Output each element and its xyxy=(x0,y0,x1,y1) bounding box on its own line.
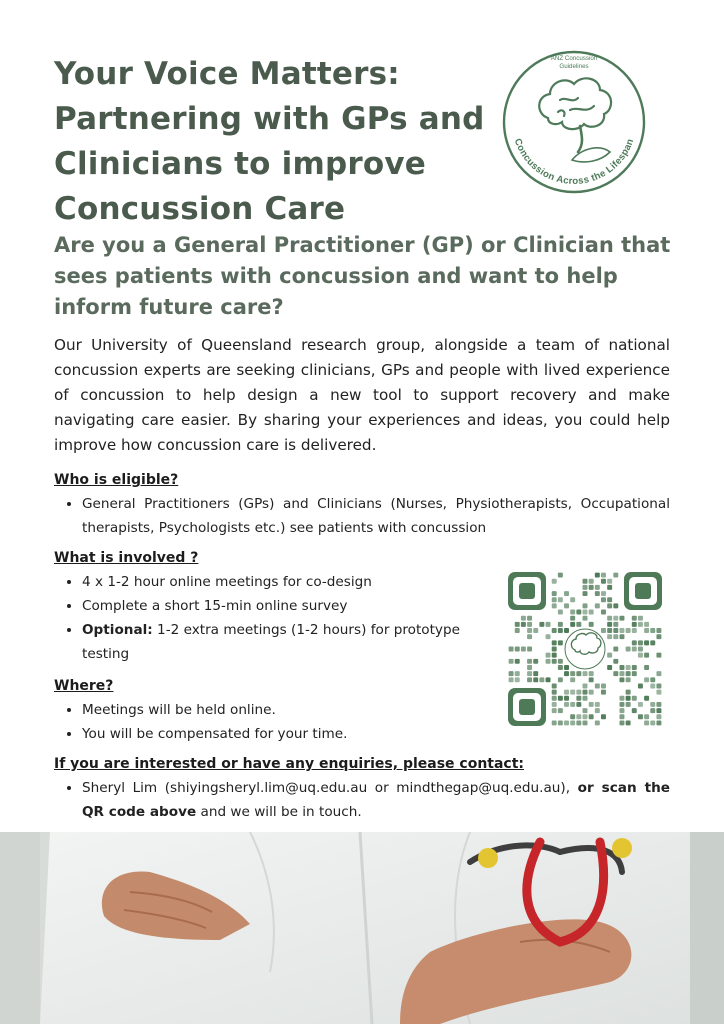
qr-module xyxy=(619,720,624,725)
qr-module xyxy=(583,610,588,615)
qr-module xyxy=(638,702,643,707)
qr-module xyxy=(626,702,631,707)
qr-module xyxy=(564,720,569,725)
brain-icon xyxy=(539,78,611,162)
qr-module xyxy=(570,720,575,725)
qr-module xyxy=(638,683,643,688)
eligible-section xyxy=(54,470,670,540)
qr-module xyxy=(595,591,600,596)
qr-module xyxy=(595,720,600,725)
qr-module xyxy=(601,683,606,688)
qr-module xyxy=(558,720,563,725)
qr-module xyxy=(552,702,557,707)
qr-module xyxy=(583,616,588,621)
qr-module xyxy=(570,677,575,682)
qr-module xyxy=(638,653,643,658)
concussion-guidelines-logo xyxy=(500,48,648,196)
qr-module xyxy=(527,616,532,621)
qr-module xyxy=(558,628,563,633)
qr-module xyxy=(509,647,514,652)
qr-module xyxy=(583,720,588,725)
qr-module xyxy=(607,585,612,590)
qr-module xyxy=(583,603,588,608)
qr-module xyxy=(632,665,637,670)
qr-module xyxy=(613,671,618,676)
qr-module xyxy=(638,647,643,652)
qr-module xyxy=(509,677,514,682)
qr-module xyxy=(558,597,563,602)
qr-module xyxy=(626,720,631,725)
qr-code[interactable] xyxy=(508,572,662,726)
qr-module xyxy=(570,610,575,615)
qr-module xyxy=(613,647,618,652)
qr-module xyxy=(515,628,520,633)
qr-module xyxy=(583,579,588,584)
qr-module xyxy=(558,659,563,664)
qr-module xyxy=(552,628,557,633)
qr-module xyxy=(607,628,612,633)
qr-module xyxy=(619,677,624,682)
qr-module xyxy=(552,720,557,725)
where-section xyxy=(54,676,494,746)
qr-module xyxy=(626,690,631,695)
qr-module xyxy=(515,647,520,652)
qr-module xyxy=(552,659,557,664)
contact-tail: and we will be in touch. xyxy=(196,804,362,820)
qr-module xyxy=(527,634,532,639)
qr-module xyxy=(564,603,569,608)
qr-module xyxy=(613,628,618,633)
qr-module xyxy=(527,659,532,664)
qr-module xyxy=(576,720,581,725)
qr-module xyxy=(583,696,588,701)
qr-module xyxy=(656,720,661,725)
qr-module xyxy=(533,659,538,664)
qr-module xyxy=(589,702,594,707)
qr-module xyxy=(644,640,649,645)
qr-module xyxy=(515,671,520,676)
qr-module xyxy=(552,696,557,701)
qr-module xyxy=(570,597,575,602)
qr-module xyxy=(656,708,661,713)
qr-module xyxy=(613,616,618,621)
qr-module xyxy=(619,696,624,701)
qr-module xyxy=(656,671,661,676)
qr-module xyxy=(613,622,618,627)
page-title: Your Voice Matters: Partnering with GPs and Clinicians to improve Concussion Care xyxy=(54,56,485,227)
qr-module xyxy=(656,714,661,719)
qr-module xyxy=(570,702,575,707)
qr-module xyxy=(644,665,649,670)
qr-module xyxy=(656,628,661,633)
qr-module xyxy=(601,573,606,578)
qr-module xyxy=(552,640,557,645)
contact-section xyxy=(54,754,670,824)
qr-module xyxy=(595,585,600,590)
qr-module xyxy=(552,683,557,688)
qr-module xyxy=(595,708,600,713)
qr-module xyxy=(546,659,551,664)
involved-list xyxy=(54,570,494,666)
qr-module xyxy=(632,616,637,621)
qr-module xyxy=(589,579,594,584)
qr-module xyxy=(509,671,514,676)
qr-module xyxy=(527,677,532,682)
list-item: • General Practitioners (GPs) and Clinicians (Nurses, Physiotherapists, Occupational therapists, Psychologists etc.) see patients with concussion xyxy=(82,492,670,540)
qr-module xyxy=(558,610,563,615)
logo-ring-text: Concussion Across the Lifespan xyxy=(511,137,637,188)
qr-module xyxy=(564,690,569,695)
qr-module xyxy=(626,647,631,652)
qr-module xyxy=(533,671,538,676)
qr-module xyxy=(638,622,643,627)
qr-module xyxy=(583,585,588,590)
qr-module xyxy=(589,714,594,719)
qr-module xyxy=(595,702,600,707)
qr-module xyxy=(626,628,631,633)
qr-module xyxy=(638,714,643,719)
qr-module xyxy=(656,702,661,707)
qr-module xyxy=(583,714,588,719)
qr-module xyxy=(576,610,581,615)
qr-module xyxy=(527,622,532,627)
qr-module xyxy=(601,628,606,633)
qr-module xyxy=(570,714,575,719)
qr-module xyxy=(527,647,532,652)
qr-module xyxy=(638,616,643,621)
qr-module xyxy=(552,591,557,596)
qr-module xyxy=(601,597,606,602)
qr-module xyxy=(601,579,606,584)
qr-module xyxy=(632,647,637,652)
qr-module xyxy=(583,708,588,713)
qr-module xyxy=(576,714,581,719)
list-item: • You will be compensated for your time. xyxy=(82,722,494,746)
page-subtitle: Are you a General Practitioner (GP) or Clinician that sees patients with concussion and want to help inform future care? xyxy=(54,233,671,319)
where-list xyxy=(54,698,494,746)
qr-module xyxy=(632,628,637,633)
qr-module xyxy=(583,690,588,695)
qr-module xyxy=(656,683,661,688)
qr-module xyxy=(552,603,557,608)
qr-module xyxy=(589,610,594,615)
contact-text: Sheryl Lim (shiyingsheryl.lim@uq.edu.au or mindthegap@uq.edu.au), xyxy=(82,780,578,796)
item-text: 4 x 1-2 hour online meetings for co-design xyxy=(82,574,372,590)
qr-module xyxy=(570,690,575,695)
qr-module xyxy=(533,677,538,682)
qr-module xyxy=(589,690,594,695)
qr-module xyxy=(564,696,569,701)
qr-module xyxy=(583,683,588,688)
qr-module xyxy=(656,634,661,639)
qr-module xyxy=(644,714,649,719)
qr-module xyxy=(546,622,551,627)
qr-module xyxy=(583,671,588,676)
qr-module xyxy=(638,640,643,645)
qr-module xyxy=(558,665,563,670)
qr-module xyxy=(527,671,532,676)
qr-module xyxy=(583,591,588,596)
qr-module xyxy=(644,628,649,633)
qr-module xyxy=(650,708,655,713)
qr-module xyxy=(650,640,655,645)
qr-module xyxy=(607,634,612,639)
qr-module xyxy=(515,659,520,664)
qr-module xyxy=(552,708,557,713)
qr-module xyxy=(527,628,532,633)
qr-module xyxy=(589,671,594,676)
qr-module xyxy=(576,671,581,676)
qr-module xyxy=(626,677,631,682)
qr-module xyxy=(656,690,661,695)
logo-ring xyxy=(504,52,644,192)
qr-module xyxy=(632,708,637,713)
qr-module xyxy=(601,714,606,719)
qr-module xyxy=(619,714,624,719)
qr-module xyxy=(644,653,649,658)
qr-module xyxy=(619,628,624,633)
qr-module xyxy=(564,628,569,633)
eligible-list xyxy=(54,492,670,540)
qr-module xyxy=(589,677,594,682)
qr-module xyxy=(564,591,569,596)
qr-module xyxy=(576,690,581,695)
qr-module xyxy=(619,702,624,707)
qr-module xyxy=(521,616,526,621)
qr-module xyxy=(619,665,624,670)
qr-module xyxy=(521,647,526,652)
qr-module xyxy=(650,720,655,725)
qr-module xyxy=(632,640,637,645)
qr-module xyxy=(613,573,618,578)
qr-module xyxy=(644,720,649,725)
involved-heading: What is involved ? xyxy=(54,550,199,566)
qr-module xyxy=(558,708,563,713)
qr-module xyxy=(558,696,563,701)
qr-module xyxy=(564,671,569,676)
eligible-heading: Who is eligible? xyxy=(54,472,179,488)
qr-module xyxy=(650,683,655,688)
qr-center-logo-icon xyxy=(565,629,605,669)
contact-bold: or scan the QR code above xyxy=(82,780,671,820)
qr-finder-top-right xyxy=(624,572,662,610)
qr-module xyxy=(570,616,575,621)
where-heading: Where? xyxy=(54,678,114,694)
logo-top-text-1: ANZ Concussion xyxy=(550,55,598,62)
qr-module xyxy=(558,640,563,645)
qr-module xyxy=(564,665,569,670)
qr-module xyxy=(619,634,624,639)
qr-module xyxy=(619,671,624,676)
qr-module xyxy=(546,634,551,639)
qr-module xyxy=(515,677,520,682)
qr-module xyxy=(607,603,612,608)
qr-module xyxy=(546,653,551,658)
qr-module xyxy=(650,628,655,633)
qr-module xyxy=(558,573,563,578)
qr-module xyxy=(613,659,618,664)
qr-module xyxy=(644,677,649,682)
qr-module xyxy=(601,610,606,615)
qr-module xyxy=(552,690,557,695)
item-bold: Optional: xyxy=(82,622,153,638)
contact-heading: If you are interested or have any enquiries, please contact: xyxy=(54,756,525,772)
clinician-photo xyxy=(0,832,724,1024)
intro-paragraph: Our University of Queensland research group, alongside a team of national concussion experts are seeking clinicians, GPs and people with lived experience of concussion to help design a new tool to support recovery and make navigating care easier. By sharing your experiences and ideas, you could help improve how concussion care is delivered. xyxy=(54,336,670,454)
list-item xyxy=(82,570,494,594)
qr-module xyxy=(521,622,526,627)
qr-module xyxy=(626,671,631,676)
qr-finder-top-left xyxy=(508,572,546,610)
qr-module xyxy=(613,603,618,608)
qr-module xyxy=(552,579,557,584)
qr-module xyxy=(539,622,544,627)
qr-module xyxy=(539,677,544,682)
qr-module xyxy=(607,665,612,670)
qr-module xyxy=(595,573,600,578)
qr-module xyxy=(533,628,538,633)
qr-module xyxy=(595,683,600,688)
qr-module xyxy=(607,616,612,621)
qr-module xyxy=(601,591,606,596)
item-text: Complete a short 15-min online survey xyxy=(82,598,348,614)
qr-module xyxy=(656,653,661,658)
qr-module xyxy=(613,634,618,639)
list-item xyxy=(82,594,494,618)
qr-module xyxy=(607,653,612,658)
qr-module xyxy=(632,671,637,676)
involved-section xyxy=(54,548,494,666)
qr-module xyxy=(650,677,655,682)
qr-module xyxy=(552,653,557,658)
qr-module xyxy=(558,677,563,682)
qr-module xyxy=(576,696,581,701)
qr-module xyxy=(601,690,606,695)
qr-module xyxy=(607,579,612,584)
qr-module xyxy=(632,696,637,701)
qr-module xyxy=(570,671,575,676)
qr-module xyxy=(619,708,624,713)
qr-module xyxy=(570,622,575,627)
qr-finder-bottom-left xyxy=(508,688,546,726)
qr-module xyxy=(626,696,631,701)
qr-module xyxy=(644,696,649,701)
qr-module xyxy=(576,702,581,707)
logo-top-text-2: Guidelines xyxy=(559,63,589,70)
qr-module xyxy=(589,585,594,590)
qr-module xyxy=(595,603,600,608)
qr-module xyxy=(576,622,581,627)
list-item xyxy=(82,776,670,824)
qr-module xyxy=(632,622,637,627)
qr-module xyxy=(558,622,563,627)
qr-module xyxy=(619,616,624,621)
contact-list xyxy=(54,776,670,824)
list-item xyxy=(82,618,494,666)
qr-module xyxy=(552,597,557,602)
qr-module xyxy=(607,622,612,627)
item-text: 1-2 extra meetings (1-2 hours) for prototype testing xyxy=(82,622,460,662)
qr-module xyxy=(515,622,520,627)
qr-module xyxy=(564,702,569,707)
qr-module xyxy=(509,659,514,664)
qr-module xyxy=(626,665,631,670)
list-item: • Meetings will be held online. xyxy=(82,698,494,722)
qr-module xyxy=(527,665,532,670)
qr-module xyxy=(552,647,557,652)
qr-module xyxy=(546,677,551,682)
qr-module xyxy=(607,597,612,602)
qr-module xyxy=(644,622,649,627)
qr-module xyxy=(589,622,594,627)
qr-module xyxy=(650,702,655,707)
